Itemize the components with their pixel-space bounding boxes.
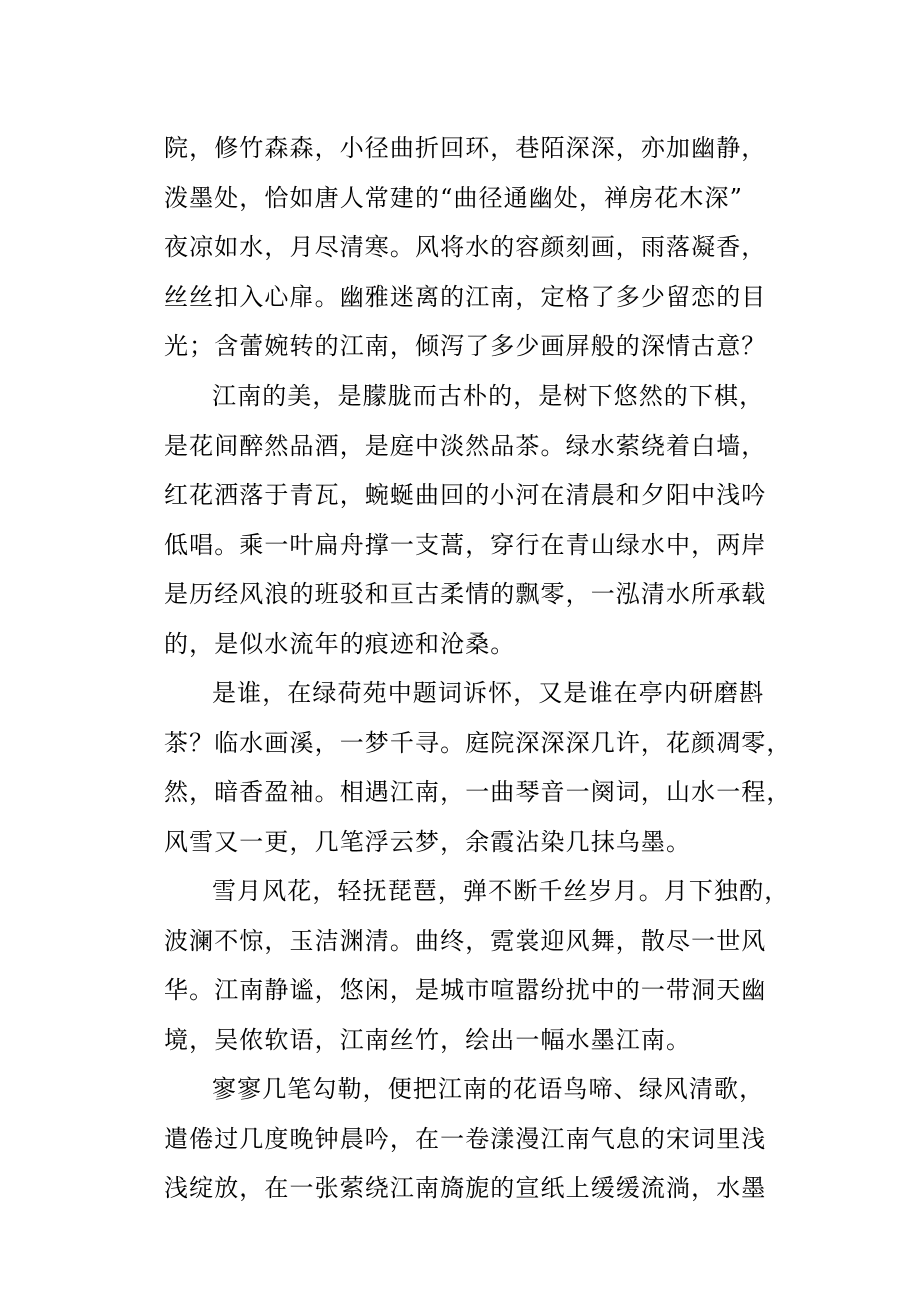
text-line: 浅绽放，在一张萦绕江南旖旎的宣纸上缓缓流淌，水墨	[164, 1174, 767, 1202]
text-line: 风雪又一更，几笔浮云梦，余霞沾染几抹乌墨。	[164, 828, 692, 856]
text-line: 波澜不惊，玉洁渊清。曲终，霓裳迎风舞，散尽一世风	[164, 927, 767, 955]
text-line: 的，是似水流年的痕迹和沧桑。	[164, 630, 516, 658]
paragraph-first-line: 寥寥几笔勾勒，便把江南的花语鸟啼、绿风清歌，	[212, 1075, 765, 1103]
text-line: 泼墨处，恰如唐人常建的“曲径通幽处，禅房花木深”	[164, 184, 743, 212]
text-line: 是历经风浪的班驳和亘古柔情的飘零，一泓清水所承载	[164, 580, 767, 608]
text-line: 红花洒落于青瓦，蜿蜒曲回的小河在清晨和夕阳中浅吟	[164, 481, 767, 509]
text-line: 光；含蕾婉转的江南，倾泻了多少画屏般的深情古意？	[164, 332, 767, 360]
text-line: 然，暗香盈袖。相遇江南，一曲琴音一阕词，山水一程，	[164, 778, 792, 806]
text-line: 是花间醉然品酒，是庭中淡然品茶。绿水萦绕着白墙，	[164, 432, 767, 460]
text-line: 境，吴侬软语，江南丝竹，绘出一幅水墨江南。	[164, 1026, 692, 1054]
paragraph-first-line: 是谁，在绿荷苑中题词诉怀，又是谁在亭内研磨斟	[212, 679, 765, 707]
paragraph-first-line: 江南的美，是朦胧而古朴的，是树下悠然的下棋，	[212, 382, 765, 410]
text-line: 低唱。乘一叶扁舟撑一支蒿，穿行在青山绿水中，两岸	[164, 531, 767, 559]
text-line: 遣倦过几度晚钟晨吟，在一卷漾漫江南气息的宋词里浅	[164, 1125, 767, 1153]
text-line: 院，修竹森森，小径曲折回环，巷陌深深，亦加幽静，	[164, 134, 767, 162]
text-line: 茶？临水画溪，一梦千寻。庭院深深深几许，花颜凋零，	[164, 729, 792, 757]
text-line: 夜凉如水，月尽清寒。风将水的容颜刻画，雨落凝香，	[164, 233, 767, 261]
text-line: 丝丝扣入心扉。幽雅迷离的江南，定格了多少留恋的目	[164, 283, 767, 311]
text-line: 华。江南静谧，悠闲，是城市喧嚣纷扰中的一带洞天幽	[164, 976, 767, 1004]
paragraph-first-line: 雪月风花，轻抚琵琶，弹不断千丝岁月。月下独酌，	[212, 877, 790, 905]
